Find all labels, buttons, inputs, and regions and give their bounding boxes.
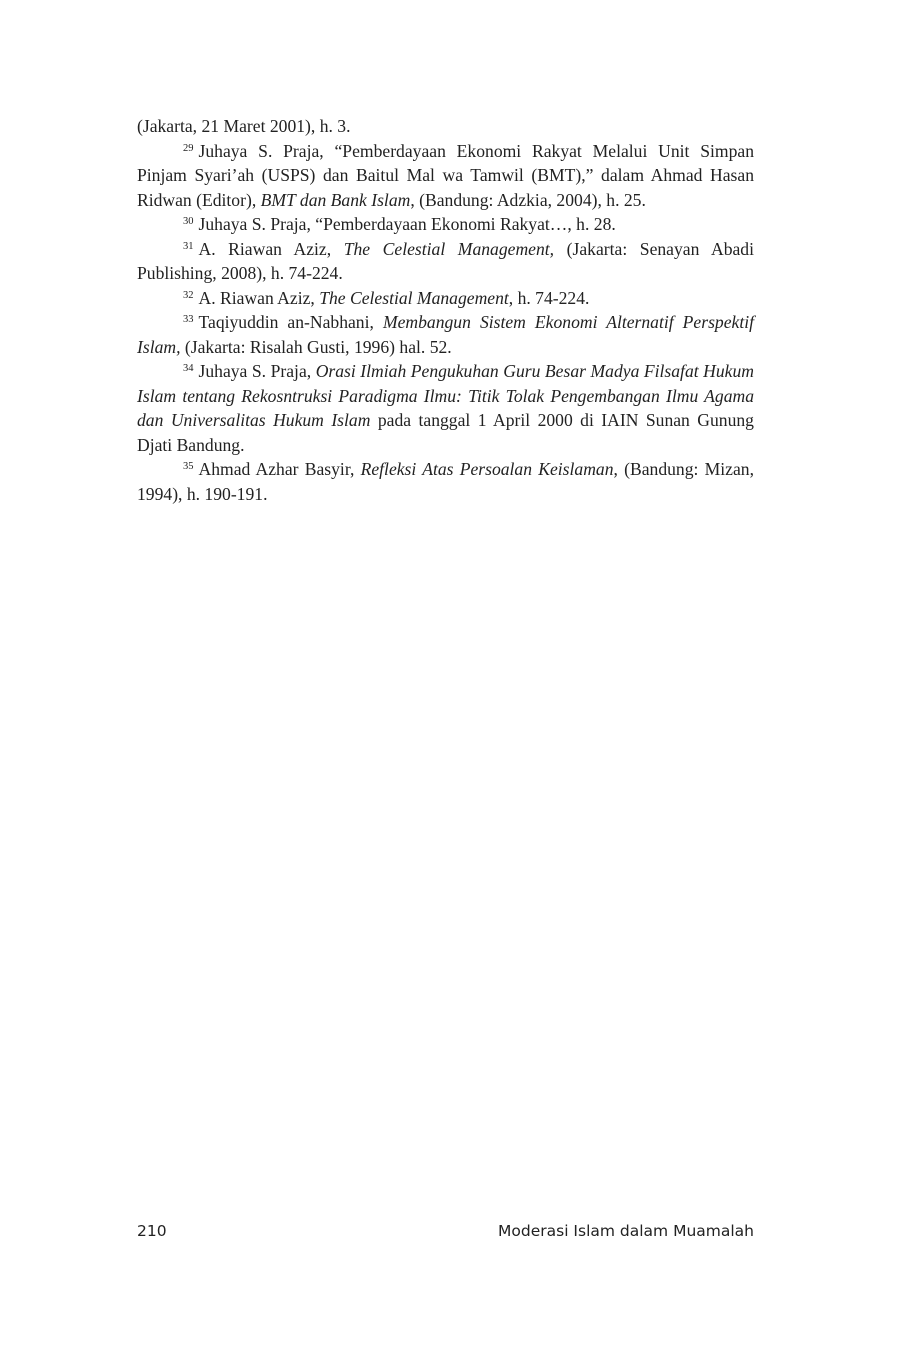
page-number: 210	[137, 1222, 167, 1240]
footnote-text: Juhaya S. Praja, “Pemberdayaan Ekonomi Rakyat Melalui Unit Simpan Pinjam Syari’ah (USPS) dan Baitul Mal wa Tamwil (BMT),” dalam Ahmad Hasan Ridwan (Editor),	[137, 140, 754, 210]
footnote-number: 34	[183, 363, 194, 374]
footnote-text: A. Riawan Aziz,	[198, 287, 320, 308]
footnote-number: 35	[183, 461, 194, 472]
footnote-text: Juhaya S. Praja,	[198, 361, 316, 381]
footnote-title-italic: The Celestial Management,	[343, 238, 555, 259]
footnote	[137, 212, 754, 237]
footnote-text: , (Bandung: Mizan, 1994), h. 190-191.	[137, 459, 754, 504]
footnote-text: , (Bandung: Adzkia, 2004), h. 25.	[410, 189, 646, 210]
footnote-text: (Jakarta: Senayan Abadi Publishing, 2008), h. 74-224.	[137, 238, 754, 283]
footnote-title-italic: Orasi Ilmiah Pengukuhan Guru Besar Madya Filsafat Hukum Islam tentang Rekosntruksi Paradigma Ilmu: Titik Tolak Pengembangan Ilmu Agama dan Universalitas Hukum Islam	[137, 361, 754, 430]
footnote-title-italic: The Celestial Management	[319, 287, 509, 308]
footnote-number: 31	[183, 240, 194, 252]
footnote	[137, 310, 754, 359]
footnote-text: pada tanggal 1 April 2000 di IAIN Sunan Gunung Djati Bandung.	[137, 410, 754, 455]
footnote-text: A. Riawan Aziz,	[198, 238, 344, 259]
footnote	[137, 139, 754, 213]
footnote-text: (Jakarta: Risalah Gusti, 1996) hal. 52.	[180, 336, 452, 357]
footnote	[137, 237, 754, 286]
footnote	[137, 457, 754, 506]
footnote-text: Ahmad Azhar Basyir,	[198, 459, 361, 479]
footnote-text: (Jakarta, 21 Maret 2001), h. 3.	[137, 116, 351, 136]
footnote-text: Juhaya S. Praja, “Pemberdayaan Ekonomi Rakyat…, h. 28.	[198, 214, 616, 234]
footnote	[137, 114, 754, 139]
footnote-number: 32	[183, 289, 194, 301]
footnote-number: 29	[183, 142, 194, 154]
book-title: Moderasi Islam dalam Muamalah	[498, 1222, 754, 1240]
footnote-text: Taqiyuddin an-Nabhani,	[198, 312, 383, 332]
footnote	[137, 286, 754, 311]
footnotes-section	[137, 114, 754, 506]
footnote-title-italic: Refleksi Atas Persoalan Keislaman	[360, 459, 614, 479]
footnote-number: 33	[183, 314, 194, 325]
footnote-number: 30	[183, 216, 194, 227]
footnote-text: , h. 74-224.	[508, 287, 590, 308]
footnote	[137, 359, 754, 457]
footnote-title-italic: Membangun Sistem Ekonomi Alternatif Perspektif Islam,	[137, 312, 755, 357]
footnote-title-italic: BMT dan Bank Islam	[260, 189, 411, 210]
